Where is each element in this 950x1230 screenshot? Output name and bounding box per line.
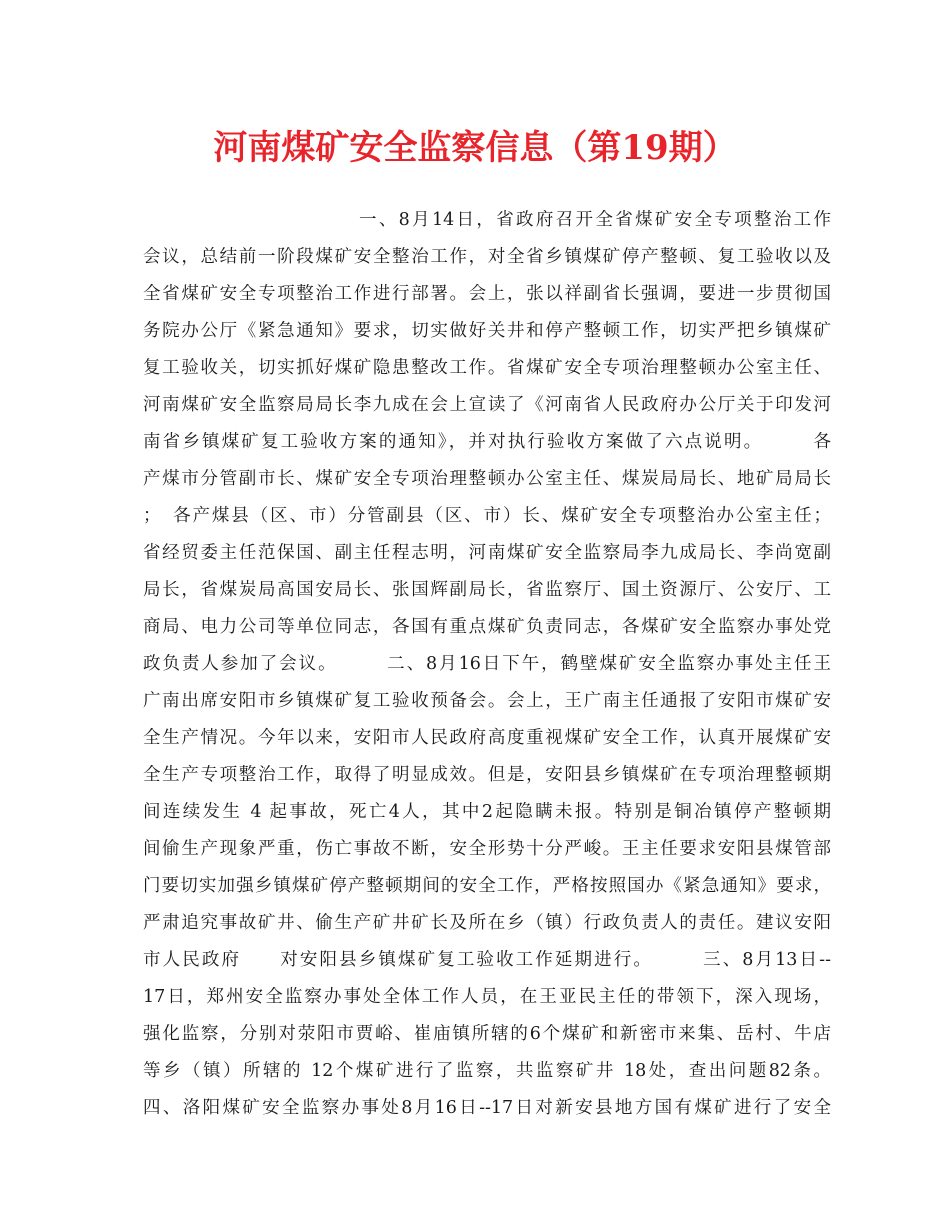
body-line: 四、洛阳煤矿安全监察办事处8月16日--17日对新安县地方国有煤矿进行了安全 — [143, 1098, 831, 1118]
body-line: 产煤市分管副市长、煤矿安全专项治理整顿办公室主任、煤炭局局长、地矿局局长 — [143, 469, 831, 489]
body-line: 广南出席安阳市乡镇煤矿复工验收预备会。会上，王广南主任通报了安阳市煤矿安 — [143, 691, 831, 711]
body-line: 强化监察，分别对荥阳市贾峪、崔庙镇所辖的6个煤矿和新密市来集、岳村、牛店 — [143, 1024, 831, 1044]
body-line: 省经贸委主任范保国、副主任程志明，河南煤矿安全监察局李九成局长、李尚宽副 — [143, 543, 831, 563]
body-line: 一、8月14日，省政府召开全省煤矿安全专项整治工作 — [359, 210, 831, 230]
body-line: 市人民政府 对安阳县乡镇煤矿复工验收工作延期进行。 三、8月13日-- — [143, 950, 831, 970]
body-line: 南省乡镇煤矿复工验收方案的通知》，并对执行验收方案做了六点说明。 各 — [143, 432, 831, 452]
body-line: 等乡（镇）所辖的 12个煤矿进行了监察，共监察矿井 18处，查出问题82条。 — [143, 1061, 831, 1081]
body-line: 政负责人参加了会议。 二、8月16日下午，鹤壁煤矿安全监察办事处主任王 — [143, 654, 831, 674]
body-line: 河南煤矿安全监察局局长李九成在会上宣读了《河南省人民政府办公厅关于印发河 — [143, 395, 831, 415]
body-line: 局长，省煤炭局高国安局长、张国辉副局长，省监察厅、国土资源厅、公安厅、工 — [143, 580, 831, 600]
body-line: 间连续发生 4 起事故，死亡4人，其中2起隐瞒未报。特别是铜冶镇停产整顿期 — [143, 802, 831, 822]
body-line: 门要切实加强乡镇煤矿停产整顿期间的安全工作，严格按照国办《紧急通知》要求， — [143, 876, 831, 896]
body-line: 严肃追究事故矿井、偷生产矿井矿长及所在乡（镇）行政负责人的责任。建议安阳 — [143, 913, 831, 933]
body-line: ； 各产煤县（区、市）分管副县（区、市）长、煤矿安全专项整治办公室主任； — [143, 506, 831, 526]
body-line: 全省煤矿安全专项整治工作进行部署。会上，张以祥副省长强调，要进一步贯彻国 — [143, 284, 831, 304]
body-line: 务院办公厅《紧急通知》要求，切实做好关井和停产整顿工作，切实严把乡镇煤矿 — [143, 321, 831, 341]
body-line: 间偷生产现象严重，伤亡事故不断，安全形势十分严峻。王主任要求安阳县煤管部 — [143, 839, 831, 859]
document-title: 河南煤矿安全监察信息（第19期） — [213, 128, 737, 168]
body-line: 全生产情况。今年以来，安阳市人民政府高度重视煤矿安全工作，认真开展煤矿安 — [143, 728, 831, 748]
body-line: 会议，总结前一阶段煤矿安全整治工作，对全省乡镇煤矿停产整顿、复工验收以及 — [143, 247, 831, 267]
document-body — [143, 202, 831, 1127]
body-line: 17日，郑州安全监察办事处全体工作人员，在王亚民主任的带领下，深入现场， — [143, 987, 831, 1007]
body-line: 商局、电力公司等单位同志，各国有重点煤矿负责同志，各煤矿安全监察办事处党 — [143, 617, 831, 637]
body-line: 全生产专项整治工作，取得了明显成效。但是，安阳县乡镇煤矿在专项治理整顿期 — [143, 765, 831, 785]
body-line: 复工验收关，切实抓好煤矿隐患整改工作。省煤矿安全专项治理整顿办公室主任、 — [143, 358, 831, 378]
